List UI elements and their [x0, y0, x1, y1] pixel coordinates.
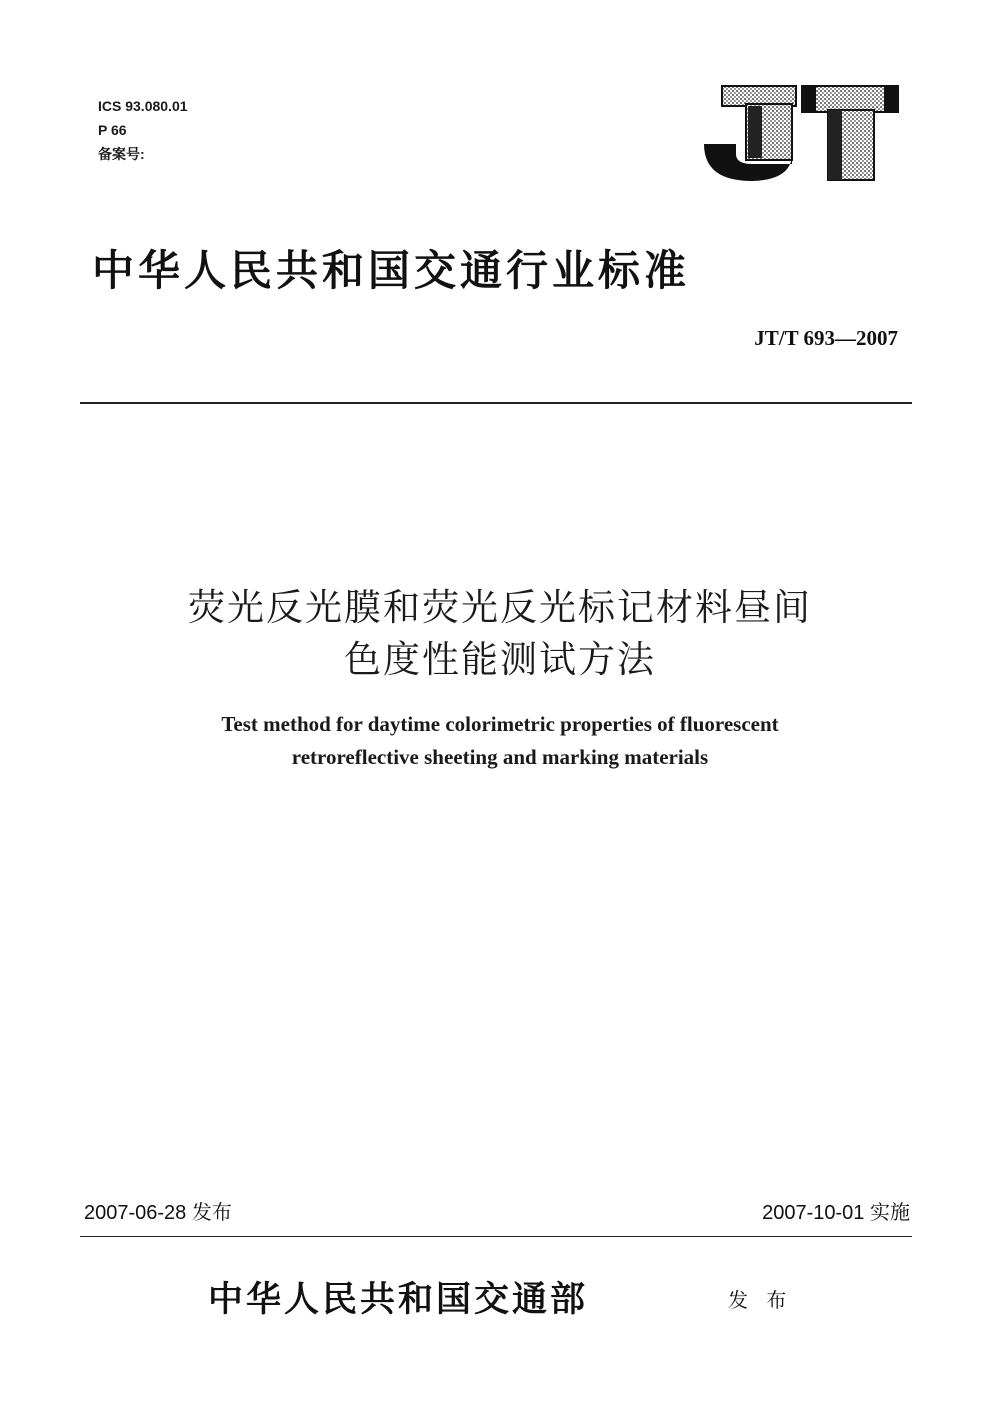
bottom-divider [80, 1236, 912, 1237]
english-title-line-2: retroreflective sheeting and marking materials [291, 745, 709, 769]
issue-date: 2007-06-28 发布 [84, 1202, 232, 1224]
issuing-authority: 中华人民共和国交通部 [208, 1279, 589, 1320]
english-title [0, 708, 1000, 774]
chinese-title [0, 582, 1000, 686]
chinese-title-line-2: 色度性能测试方法 [344, 638, 656, 681]
ccs-code: P 66 [98, 122, 127, 138]
jt-standard-logo [700, 82, 900, 184]
english-title-line-1: Test method for daytime colorimetric properties of fluorescent [221, 712, 779, 736]
implementation-date: 2007-10-01 实施 [762, 1202, 910, 1224]
issued-label: 发 布 [728, 1288, 793, 1312]
classification-block [98, 94, 188, 166]
chinese-title-line-1: 荧光反光膜和荧光反光标记材料昼间 [188, 586, 812, 629]
standard-category-title: 中华人民共和国交通行业标准 [92, 246, 691, 295]
letter-j-shape [704, 86, 796, 181]
standard-number: JT/T 693—2007 [754, 326, 898, 350]
top-divider [80, 402, 912, 404]
filing-number: 备案号: [98, 146, 145, 162]
ics-code: ICS 93.080.01 [98, 98, 188, 114]
letter-t-shape [802, 86, 898, 180]
